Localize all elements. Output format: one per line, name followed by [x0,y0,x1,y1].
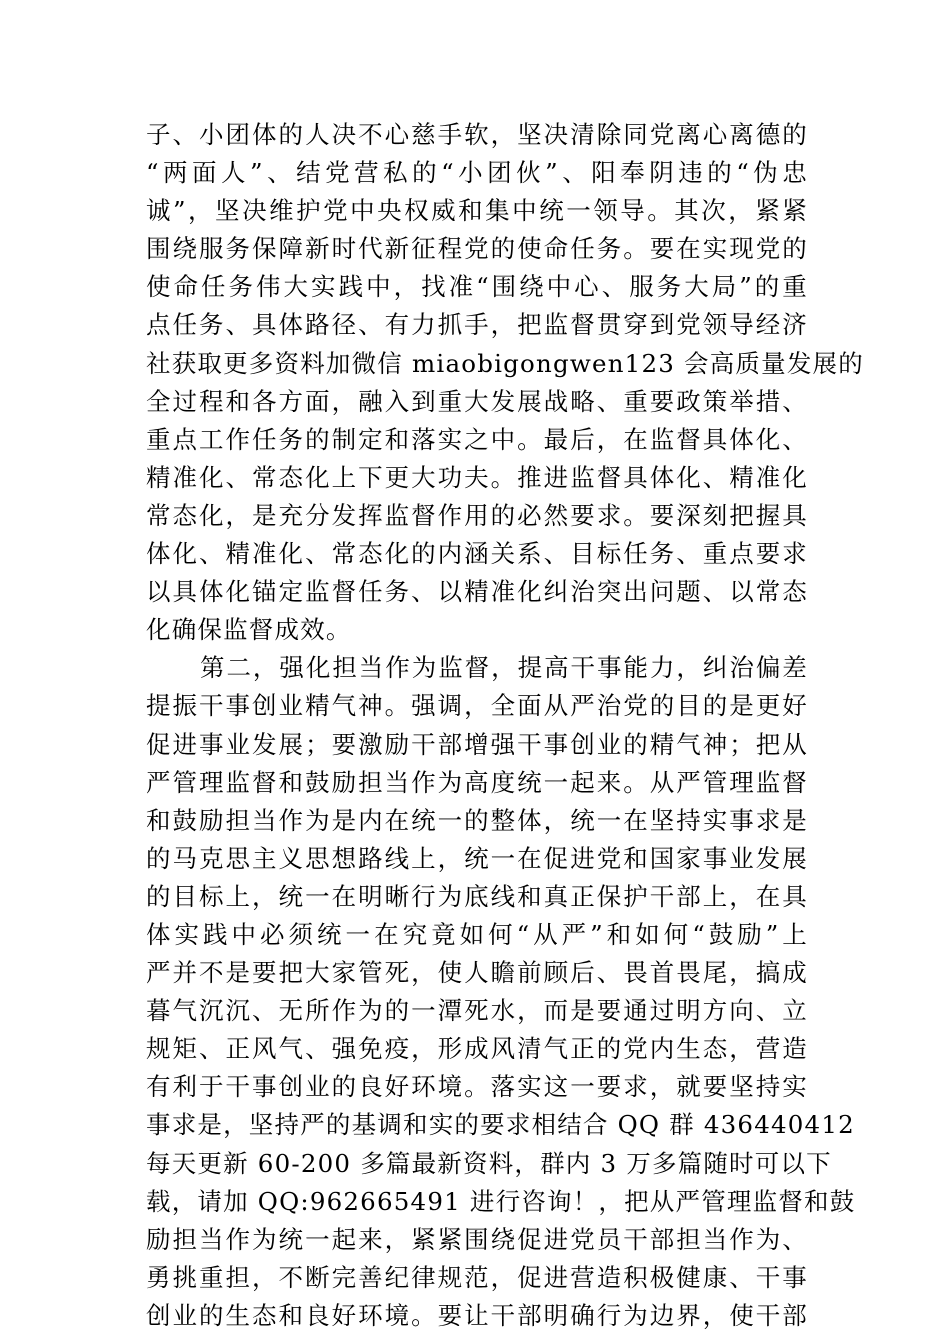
text-line-12: 体化、精准化、常态化的内涵关系、目标任务、重点要求 [146,539,808,569]
text-line-7: 社获取更多资料加微信 miaobigongwen123 会高质量发展的 [146,348,864,378]
text-line-24: 暮气沉沉、无所作为的一潭死水，而是要通过明方向、立 [146,996,808,1026]
text-line-10: 精准化、常态化上下更大功夫。推进监督具体化、精准化 [146,462,808,492]
text-line-14: 化确保监督成效。 [146,615,352,645]
text-line-8: 全过程和各方面，融入到重大发展战略、重要政策举措、 [146,386,808,416]
text-line-2: “两面人”、结党营私的“小团伙”、阳奉阴违的“伪忠 [146,158,808,188]
text-line-23: 严并不是要把大家管死，使人瞻前顾后、畏首畏尾，搞成 [146,958,808,988]
text-line-28: 每天更新 60-200 多篇最新资料，群内 3 万多篇随时可以下 [146,1148,832,1178]
text-line-27: 事求是，坚持严的基调和实的要求相结合 QQ 群 436440412 [146,1110,855,1140]
text-line-3: 诚”，坚决维护党中央权威和集中统一领导。其次，紧紧 [146,196,808,226]
text-line-9: 重点工作任务的制定和落实之中。最后，在监督具体化、 [146,424,808,454]
text-line-1: 子、小团体的人决不心慈手软，坚决清除同党离心离德的 [146,120,808,149]
text-line-5: 使命任务伟大实践中，找准“围绕中心、服务大局”的重 [146,272,808,302]
text-line-20: 的马克思主义思想路线上，统一在促进党和国家事业发展 [146,843,808,873]
text-line-11: 常态化，是充分发挥监督作用的必然要求。要深刻把握具 [146,500,808,530]
text-line-17: 促进事业发展；要激励干部增强干事创业的精气神；把从 [146,729,808,759]
text-line-13: 以具体化锚定监督任务、以精准化纠治突出问题、以常态 [146,577,808,607]
text-line-25: 规矩、正风气、强免疫，形成风清气正的党内生态，营造 [146,1034,808,1064]
text-line-19: 和鼓励担当作为是内在统一的整体，统一在坚持实事求是 [146,805,808,835]
text-line-18: 严管理监督和鼓励担当作为高度统一起来。从严管理监督 [146,767,808,797]
text-line-31: 勇挑重担，不断完善纪律规范，促进营造积极健康、干事 [146,1262,808,1292]
body-text [146,116,864,1335]
text-line-4: 围绕服务保障新时代新征程党的使命任务。要在实现党的 [146,234,808,264]
text-line-30: 励担当作为统一起来，紧紧围绕促进党员干部担当作为、 [146,1224,808,1254]
text-line-6: 点任务、具体路径、有力抓手，把监督贯穿到党领导经济 [146,310,808,340]
text-line-15: 第二，强化担当作为监督，提高干事能力，纠治偏差 [200,653,808,683]
text-line-22: 体实践中必须统一在究竟如何“从严”和如何“鼓励”上 [146,919,808,949]
text-line-16: 提振干事创业精气神。强调，全面从严治党的目的是更好 [146,691,808,721]
text-line-21: 的目标上，统一在明晰行为底线和真正保护干部上，在具 [146,881,808,911]
text-line-29: 载，请加 QQ:962665491 进行咨询！，把从严管理监督和鼓 [146,1186,856,1216]
text-line-26: 有利于干事创业的良好环境。落实这一要求，就要坚持实 [146,1072,808,1102]
text-line-32: 创业的生态和良好环境。要让干部明确行为边界，使干部 [146,1300,808,1330]
